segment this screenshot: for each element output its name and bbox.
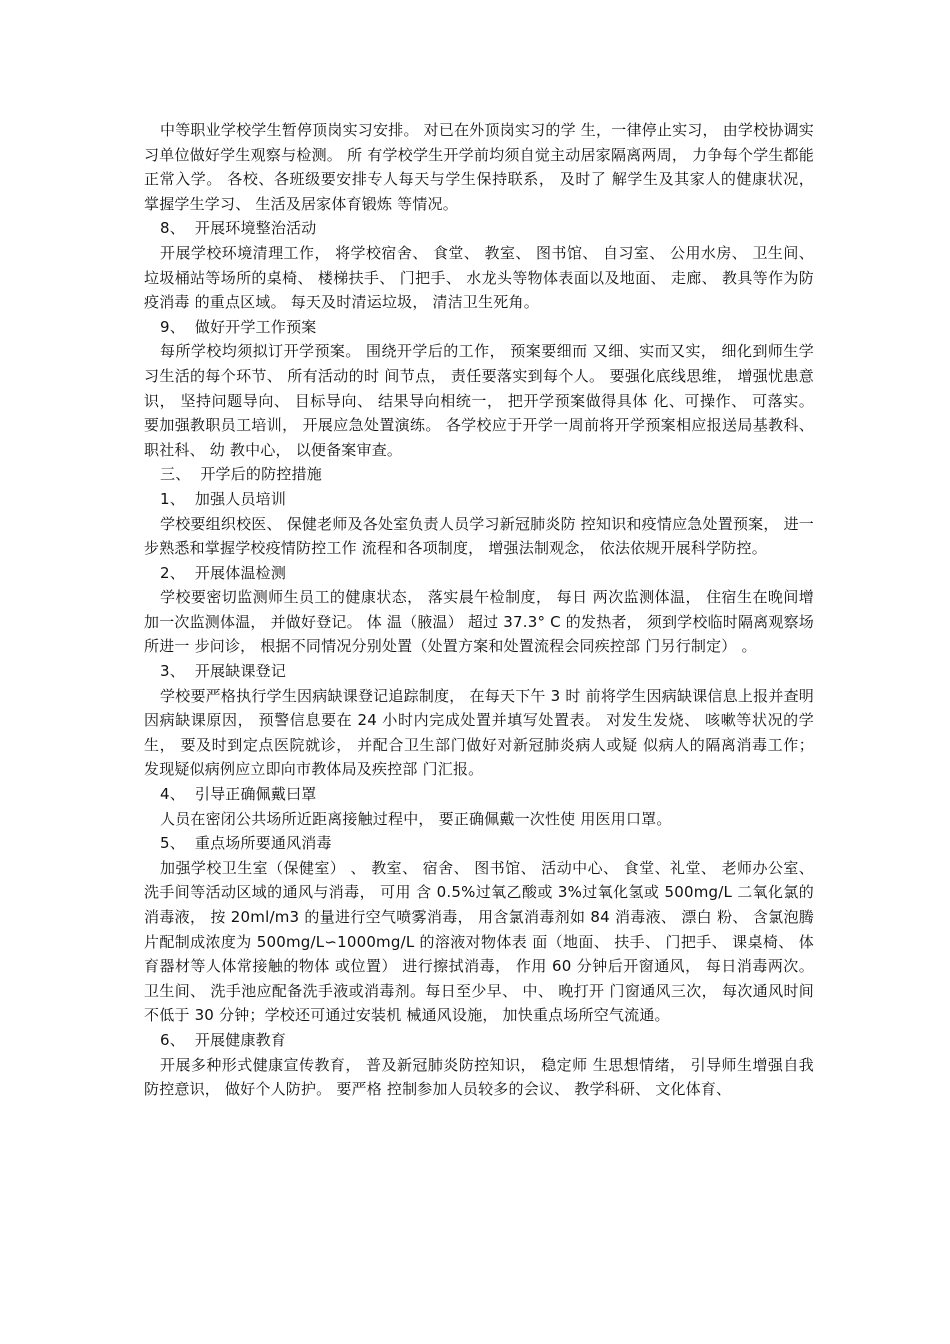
paragraph-plan: 每所学校均须拟订开学预案。 围绕开学后的工作， 预案要细而 又细、实而又实， 细化到师生学习生活的每个环节、 所有活动的时 间节点， 责任要落实到每个人。 要强化底线思维， 增强忧患意识， 坚持问题导向、 目标导向、 结果导向相统一， 把开学预案做得具体 化、可操作、 可落实。 要加强教职员工培训， 开展应急处置演练。 各学校应于开学一周前将开学预案相应报送局基教科、 职社科、 幼 教中心， 以便备案审查。 [144,342,819,459]
paragraph-environment: 开展学校环境清理工作， 将学校宿舍、 食堂、 教室、 图书馆、 自习室、 公用水房、 卫生间、 垃圾桶站等场所的桌椅、 楼梯扶手、 门把手、 水龙头等物体表面以及地面、 走廊、 教具等作为防疫消毒 的重点区域。 每天及时清运垃圾， 清洁卫生死角。 [144,243,819,312]
heading-absence: 3、 开展缺课登记 [160,662,287,681]
heading-health-education: 6、 开展健康教育 [160,1030,287,1049]
heading-temperature: 2、 开展体温检测 [160,563,287,582]
paragraph-health-education: 开展多种形式健康宣传教育， 普及新冠肺炎防控知识， 稳定师 生思想情绪， 引导师生增强自我防控意识， 做好个人防护。 要严格 控制参加人员较多的会议、 教学科研、 文化体育、 [144,1055,814,1099]
heading-ventilation: 5、 重点场所要通风消毒 [160,834,332,853]
paragraph-internship: 中等职业学校学生暂停顶岗实习安排。 对已在外顶岗实习的学 生，一律停止实习， 由学校协调实习单位做好学生观察与检测。 所 有学校学生开学前均须自觉主动居家隔离两周， 力争每个学生都能 正常入学。 各校、各班级要安排专人每天与学生保持联系， 及时了 解学生及其家人的健康状况， 掌握学生学习、 生活及居家体育锻炼 等情况。 [144,121,819,213]
paragraph-ventilation: 加强学校卫生室（保健室） 、 教室、 宿舍、 图书馆、 活动中心、 食堂、礼堂、 老师办公室、 洗手间等活动区域的通风与消毒， 可用 含 0.5%过氧乙酸或 3%过氧化氢或 500mg/L 二氧化氯的消毒液， 按 20ml/m3 的量进行空气喷雾消毒， 用含氯消毒剂如 84 消毒液、 漂白 粉、 含氯泡腾片配制成浓度为 500mg/L∽1000mg/L 的溶液对物体表 面（地面、 扶手、 门把手、 课桌椅、 体育器材等人体常接触的物体 或位置） 进行擦拭消毒， 作用 60 分钟后开窗通风， 每日消毒两次。 卫生间、 洗手池应配备洗手液或消毒剂。每日至少早、 中、 晚打开 门窗通风三次， 每次通风时间不低于 30 分钟；学校还可通过安装机 械通风设施， 加快重点场所空气流通。 [144,858,819,1025]
paragraph-training: 学校要组织校医、 保健老师及各处室负责人员学习新冠肺炎防 控知识和疫情应急处置预案， 进一步熟悉和掌握学校疫情防控工作 流程和各项制度， 增强法制观念， 依法依规开展科学防控。 [144,514,814,558]
section-heading-after-opening: 三、 开学后的防控措施 [160,465,322,484]
paragraph-mask: 人员在密闭公共场所近距离接触过程中， 要正确佩戴一次性使 用医用口罩。 [160,809,672,828]
heading-training: 1、 加强人员培训 [160,489,287,508]
paragraph-absence: 学校要严格执行学生因病缺课登记追踪制度， 在每天下午 3 时 前将学生因病缺课信息上报并查明因病缺课原因， 预警信息要在 24 小时内完成处置并填写处置表。 对发生发烧、 咳嗽等状况的学生， 要及时到定点医院就诊， 并配合卫生部门做好对新冠肺炎病人或疑 似病人的隔离消毒工作； 发现疑似病例应立即向市教体局及疾控部 门汇报。 [144,686,819,779]
heading-plan: 9、 做好开学工作预案 [160,317,317,336]
paragraph-temperature: 学校要密切监测师生员工的健康状态， 落实晨午检制度， 每日 两次监测体温， 住宿生在晚间增加一次监测体温， 并做好登记。 体 温（腋温） 超过 37.3° C 的发热者， 须到学校临时隔离观察场所进一 步问诊， 根据不同情况分别处置（处置方案和处置流程会同疾控部 门另行制定） 。 [144,588,814,656]
heading-mask: 4、 引导正确佩戴曰罩 [160,785,317,804]
document-body [144,118,819,1102]
heading-environment: 8、 开展环境整治活动 [160,219,317,238]
